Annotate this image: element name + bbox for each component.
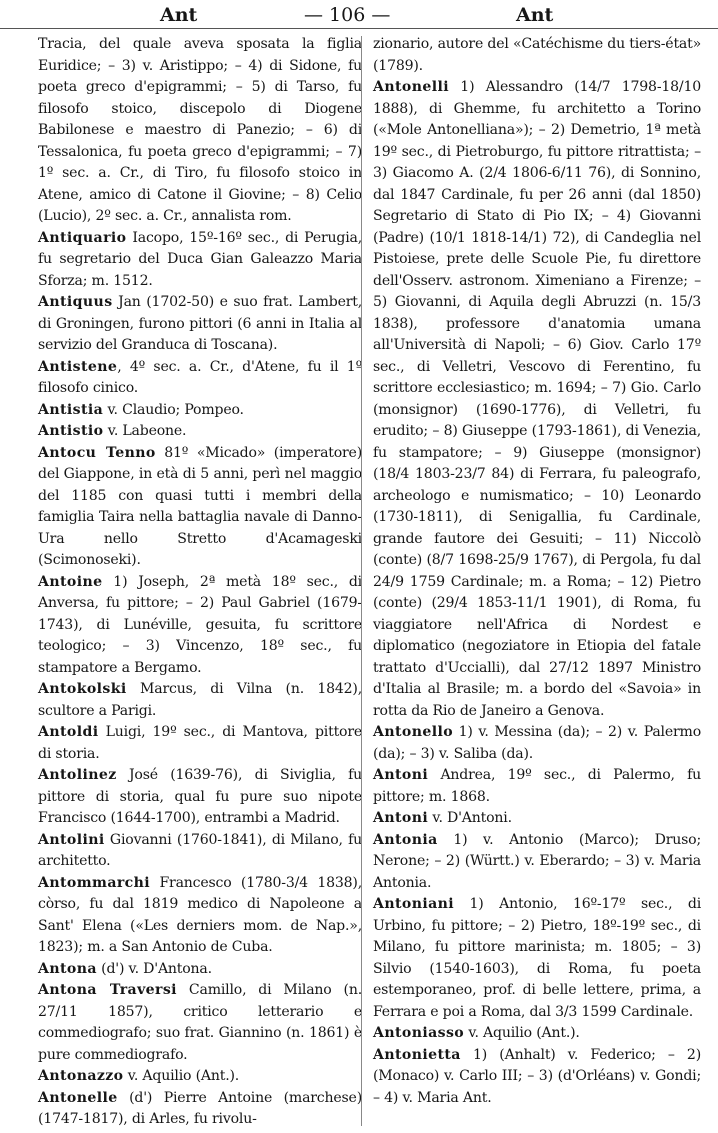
entry-headword: Antonelli xyxy=(373,79,449,95)
dictionary-entry xyxy=(373,722,701,765)
entry-headword: Antona Traversi xyxy=(38,982,177,998)
dictionary-entry xyxy=(373,1045,701,1110)
dictionary-entry xyxy=(373,34,701,77)
dictionary-entry xyxy=(38,357,362,400)
entry-text: (d') v. D'Antona. xyxy=(96,960,212,977)
header-left-guideword: Ant xyxy=(160,4,198,26)
entry-text: Giovanni (1760-1841), di Milano, fu architetto. xyxy=(38,831,362,869)
dictionary-entry xyxy=(38,34,362,228)
entry-headword: Antonia xyxy=(373,831,438,848)
entry-headword: Antoni xyxy=(373,810,429,826)
dictionary-entry xyxy=(38,421,362,443)
dictionary-entry xyxy=(38,572,362,680)
dictionary-entry xyxy=(38,980,362,1066)
dictionary-entry xyxy=(373,808,701,830)
header-rule xyxy=(0,28,718,29)
entry-text: v. Labeone. xyxy=(103,423,187,439)
entry-headword: Antoniani xyxy=(373,896,455,912)
right-column xyxy=(373,34,701,1109)
left-column xyxy=(38,34,362,1131)
dictionary-entry xyxy=(38,873,362,959)
dictionary-entry xyxy=(373,894,701,1023)
entry-text: Marcus, di Vilna (n. 1842), scultore a Parigi. xyxy=(38,681,362,719)
entry-text: Tracia, del quale aveva sposata la figlia Euridice; – 3) v. Aristippo; – 4) di Sidone, fu poeta greco d'epigrammi; – 5) di Tarso, fu filosofo stoico, discepolo di Diogene Babilonese e maestro di Panezio; – 6) di Tessalonica, fu poeta greco d'epigrammi; – 7) 1º sec. a. Cr., di Tiro, fu filosofo stoico in Atene, amico di Catone il Giovine; – 8) Celio (Lucio), 2º sec. a. Cr., annalista rom. xyxy=(38,36,362,224)
entry-text: 1) v. Messina (da); – 2) v. Palermo (da); – 3) v. Saliba (da). xyxy=(373,724,701,762)
entry-text: (d') Pierre Antoine (marchese) (1747-1817), di Arles, fu rivolu- xyxy=(38,1089,362,1127)
entry-headword: Antommarchi xyxy=(38,874,151,891)
dictionary-entry xyxy=(38,722,362,765)
dictionary-entry xyxy=(38,959,362,981)
entry-text: Andrea, 19º sec., di Palermo, fu pittore; m. 1868. xyxy=(373,767,701,805)
entry-headword: Antistia xyxy=(38,401,104,418)
entry-text: v. Aquilio (Ant.). xyxy=(464,1025,580,1041)
entry-text: 1) (Anhalt) v. Federico; – 2) (Monaco) v. Carlo III; – 3) (d'Orléans) v. Gondi; – 4) v. Maria Ant. xyxy=(373,1046,701,1106)
entry-text: 1) Antonio, 16º-17º sec., di Urbino, fu pittore; – 2) Pietro, 18º-19º sec., di Milano, fu pittore marinista; m. 1805; – 3) Silvio (1540-1603), di Roma, fu poeta estemporaneo, prof. di belle lettere, prima, a Ferrara e poi a Roma, dal 3/3 1599 Cardinale. xyxy=(373,896,701,1020)
dictionary-entry xyxy=(38,679,362,722)
dictionary-entry xyxy=(38,400,362,422)
entry-headword: Antonietta xyxy=(373,1046,461,1063)
entry-headword: Antistio xyxy=(38,423,104,439)
dictionary-entry xyxy=(38,228,362,293)
entry-text: Camillo, di Milano (n. 27/11 1857), critico letterario e commediografo; suo frat. Giannino (n. 1861) è pure commediografo. xyxy=(38,982,362,1063)
entry-text: , 4º sec. a. Cr., d'Atene, fu il 1º filosofo cinico. xyxy=(38,358,362,396)
entry-text: 81º «Micado» (imperatore) del Giappone, in età di 5 anni, perì nel maggio del 1185 con quasi tutti i membri della famiglia Taira nella battaglia navale di Danno-Ura nello Stretto d'Acamageski (Scimonoseki). xyxy=(38,444,362,568)
page-header xyxy=(0,0,718,30)
entry-text: 1) v. Antonio (Marco); Druso; Nerone; – 2) (Württ.) v. Eberardo; – 3) v. Maria Antonia. xyxy=(373,831,701,891)
entry-headword: Antonazzo xyxy=(38,1068,124,1084)
entry-headword: Antiquus xyxy=(38,294,113,310)
header-right-guideword: Ant xyxy=(516,4,554,26)
entry-headword: Antona xyxy=(38,960,97,977)
entry-headword: Antolini xyxy=(38,831,105,848)
entry-headword: Antoni xyxy=(373,767,429,783)
dictionary-entry xyxy=(38,443,362,572)
entry-headword: Antolinez xyxy=(38,767,117,783)
entry-headword: Antonello xyxy=(373,724,454,740)
dictionary-entry xyxy=(373,1023,701,1045)
entry-headword: Antoine xyxy=(38,573,103,590)
dictionary-entry xyxy=(38,830,362,873)
dictionary-entry xyxy=(373,830,701,895)
dictionary-entry xyxy=(38,292,362,357)
entry-text: 1) Joseph, 2ª metà 18º sec., di Anversa, fu pittore; – 2) Paul Gabriel (1679-1743), di Lunéville, gesuita, fu scrittore teologico; – 3) Vincenzo, 18º sec., fu stampatore a Bergamo. xyxy=(38,573,362,676)
entry-headword: Antokolski xyxy=(38,681,127,697)
dictionary-entry xyxy=(38,1088,362,1131)
dictionary-entry xyxy=(373,77,701,722)
entry-text: José (1639-76), di Siviglia, fu pittore di storia, qual fu pure suo nipote Francisco (1644-1700), entrambi a Madrid. xyxy=(38,767,362,826)
entry-headword: Antoldi xyxy=(38,724,99,740)
entry-text: 1) Alessandro (14/7 1798-18/10 1888), di Ghemme, fu architetto a Torino («Mole Antonelliana»); – 2) Demetrio, 1ª metà 19º sec., di Pietroburgo, fu pittore ritrattista; – 3) Giacomo A. (2/4 1806-6/11 76), di Sonnino, dal 1847 Cardinale, fu per 26 anni (dal 1850) Segretario di Stato di Pio IX; – 4) Giovanni (Padre) (10/1 1818-14/1) 72), di Candeglia nel Pistoiese, prete delle Scuole Pie, fu direttore dell'Osserv. astronom. Ximeniano a Firenze; – 5) Giovanni, di Aquila degli Abruzzi (n. 15/3 1838), professore d'anatomia umana all'Università di Napoli; – 6) Giov. Carlo 17º sec., di Velletri, Vescovo di Ferentino, fu scrittore ecclesiastico; m. 1694; – 7) Gio. Carlo (monsignor) (1690-1776), di Velletri, fu erudito; – 8) Giuseppe (1793-1861), di Venezia, fu stampatore; – 9) Giuseppe (monsignor) (18/4 1803-23/7 84) di Ferrara, fu paleografo, archeologo e numismatico; – 10) Leonardo (1730-1811), di Senigallia, fu Cardinale, grande fautore dei Gesuiti; – 11) Niccolò (conte) (8/7 1698-25/9 1767), di Pergola, fu dal 24/9 1759 Cardinale; m. a Roma; – 12) Pietro (conte) (29/4 1853-11/1 1901), di Roma, fu viaggiatore nell'Africa di Nordest e diplomatico (negoziatore in Etiopia del fatale trattato d'Uccialli), dal 27/12 1897 Ministro d'Italia al Brasile; m. a bordo del «Savoia» in rotta da Rio de Janeiro a Genova. xyxy=(373,79,701,719)
entry-headword: Antiquario xyxy=(38,229,127,246)
entry-text: zionario, autore del «Catéchisme du tiers-état» (1789). xyxy=(373,36,701,74)
entry-text: Iacopo, 15º-16º sec., di Perugia, fu segretario del Duca Gian Galeazzo Maria Sforza; m. 1512. xyxy=(38,229,362,289)
entry-text: v. Aquilio (Ant.). xyxy=(123,1068,240,1084)
entry-headword: Antonelle xyxy=(38,1089,118,1106)
entry-text: Luigi, 19º sec., di Mantova, pittore di storia. xyxy=(38,724,362,762)
entry-text: Jan (1702-50) e suo frat. Lambert, di Groningen, furono pittori (6 anni in Italia al servizio del Granduca di Toscana). xyxy=(38,294,362,353)
entry-text: v. Claudio; Pompeo. xyxy=(103,401,244,418)
entry-text: Francesco (1780-3/4 1838), còrso, fu dal 1819 medico di Napoleone a Sant' Elena («Les derniers mom. de Nap.», 1823); m. a San Antonio de Cuba. xyxy=(38,874,362,955)
page-number: — 106 — xyxy=(304,4,391,26)
entry-headword: Antistene xyxy=(38,358,118,375)
entry-headword: Antocu Tenno xyxy=(38,444,156,461)
entry-text: v. D'Antoni. xyxy=(428,810,512,826)
dictionary-entry xyxy=(373,765,701,808)
column-separator xyxy=(361,36,362,1126)
dictionary-entry xyxy=(38,765,362,830)
dictionary-entry xyxy=(38,1066,362,1088)
entry-headword: Antoniasso xyxy=(373,1025,465,1041)
